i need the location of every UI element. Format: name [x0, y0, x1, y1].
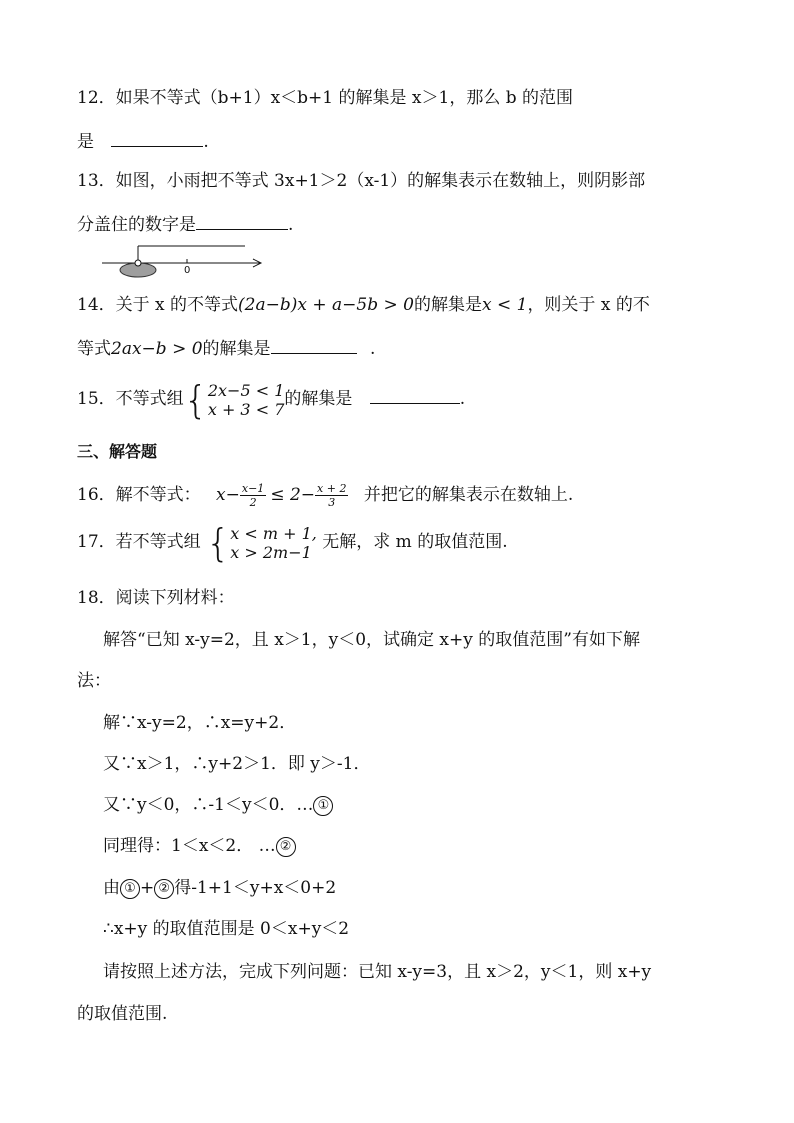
q17-eq1: x < m + 1, — [230, 523, 317, 543]
q18-step6: ∴x+y 的取值范围是 0＜x+y＜2 — [103, 919, 350, 939]
q14-inequality-2: 2ax−b > 0 — [111, 339, 203, 359]
q18-step2: 又∵x＞1，∴y+2＞1．即 y＞-1． — [103, 754, 371, 774]
q18-step5-b: 得-1+1＜y+x＜0+2 — [174, 878, 337, 898]
q15-eq1: 2x−5 < 1 — [207, 380, 285, 400]
q13-prefix: 分盖住的数字是 — [77, 215, 196, 235]
q14-text-a: 14．关于 x 的不等式 — [77, 295, 239, 315]
q13-line1 — [77, 169, 645, 193]
q17-suffix: 无解，求 m 的取值范围. — [322, 532, 508, 552]
q12-suffix: . — [203, 132, 209, 152]
q15-eq2: x + 3 < 7 — [207, 399, 285, 419]
q14-line1 — [77, 293, 650, 317]
q12-line1 — [77, 86, 573, 110]
q13-line2 — [77, 211, 293, 237]
q18-para2-line2: 的取值范围. — [77, 1004, 168, 1024]
q12-prefix: 是 — [77, 132, 94, 152]
number-line-figure — [100, 240, 270, 280]
q18-step1: 解∵x-y=2，∴x=y+2． — [103, 713, 297, 733]
q14-text-c: ，则关于 x 的不 — [527, 295, 650, 315]
q12-line2 — [77, 128, 209, 154]
q16-prefix: 16．解不等式： — [77, 485, 201, 505]
q14-inequality: (2a−b)x + a−5b > 0 — [238, 295, 414, 315]
tick-label-zero: 0 — [184, 265, 191, 276]
q17-line — [77, 520, 508, 565]
q15-suffix: . — [459, 389, 466, 409]
q15-prefix: 15．不等式组 — [77, 389, 184, 409]
q14-solution: x < 1 — [481, 295, 528, 315]
q12-text: 12．如果不等式（b+1）x＜b+1 的解集是 x＞1，那么 b 的范围 — [77, 88, 574, 108]
brace-icon: { — [206, 520, 231, 565]
q13-answer-blank[interactable] — [196, 211, 288, 230]
q16-f1-den: 2 — [249, 496, 257, 509]
q18-step4 — [103, 834, 296, 858]
q16-line — [77, 478, 573, 512]
q18-para2-line1: 请按照上述方法，完成下列问题：已知 x-y=3，且 x＞2，y＜1，则 x+y — [103, 962, 652, 982]
circled-two-icon: ② — [276, 837, 296, 857]
q14-text-d: 等式 — [77, 339, 111, 359]
q16-fraction-1 — [240, 482, 266, 509]
q16-suffix: 并把它的解集表示在数轴上. — [363, 485, 574, 505]
q18-step3-text: 又∵y＜0，∴-1＜y＜0．… — [103, 795, 314, 815]
q16-x: x− — [216, 485, 240, 505]
q14-suffix: . — [369, 339, 376, 359]
q13-suffix: . — [288, 215, 294, 235]
q16-mid: ≤ 2− — [270, 485, 316, 505]
q17-prefix: 17．若不等式组 — [77, 532, 201, 552]
q18-step4-text: 同理得：1＜x＜2． … — [103, 836, 276, 856]
q12-answer-blank[interactable] — [111, 128, 203, 147]
q16-f2-den: 3 — [328, 496, 336, 509]
q14-text-e: 的解集是 — [202, 339, 271, 359]
q17-system — [230, 524, 317, 562]
q18-step5-a: 由 — [103, 878, 120, 898]
q18-step5 — [103, 876, 336, 900]
q18-title: 18．阅读下列材料： — [77, 588, 235, 608]
open-endpoint — [135, 260, 141, 266]
q16-fraction-2 — [315, 482, 348, 509]
q15-line — [77, 377, 466, 422]
q18-para1-line2: 法： — [77, 671, 111, 691]
q17-eq2: x > 2m−1 — [230, 542, 312, 562]
q18-step3 — [103, 793, 333, 817]
q14-line2 — [77, 335, 375, 361]
q14-text-b: 的解集是 — [413, 295, 482, 315]
q13-text: 13．如图，小雨把不等式 3x+1＞2（x-1）的解集表示在数轴上，则阴影部 — [77, 171, 646, 191]
section-heading: 三、解答题 — [77, 442, 158, 461]
q16-f2-num: x + 2 — [317, 482, 347, 495]
q15-middle: 的解集是 — [284, 389, 353, 409]
q15-system — [208, 381, 285, 419]
q16-f1-num: x−1 — [241, 482, 265, 495]
q18-para1-line1: 解答“已知 x-y=2，且 x＞1，y＜0，试确定 x+y 的取值范围”有如下解 — [103, 630, 640, 650]
q14-answer-blank[interactable] — [271, 335, 357, 354]
circled-two-icon: ② — [154, 879, 174, 899]
brace-icon: { — [183, 377, 208, 422]
q18-step5-plus: + — [140, 878, 155, 898]
circled-one-icon: ① — [313, 796, 333, 816]
q15-answer-blank[interactable] — [370, 385, 460, 404]
circled-one-icon: ① — [120, 879, 140, 899]
